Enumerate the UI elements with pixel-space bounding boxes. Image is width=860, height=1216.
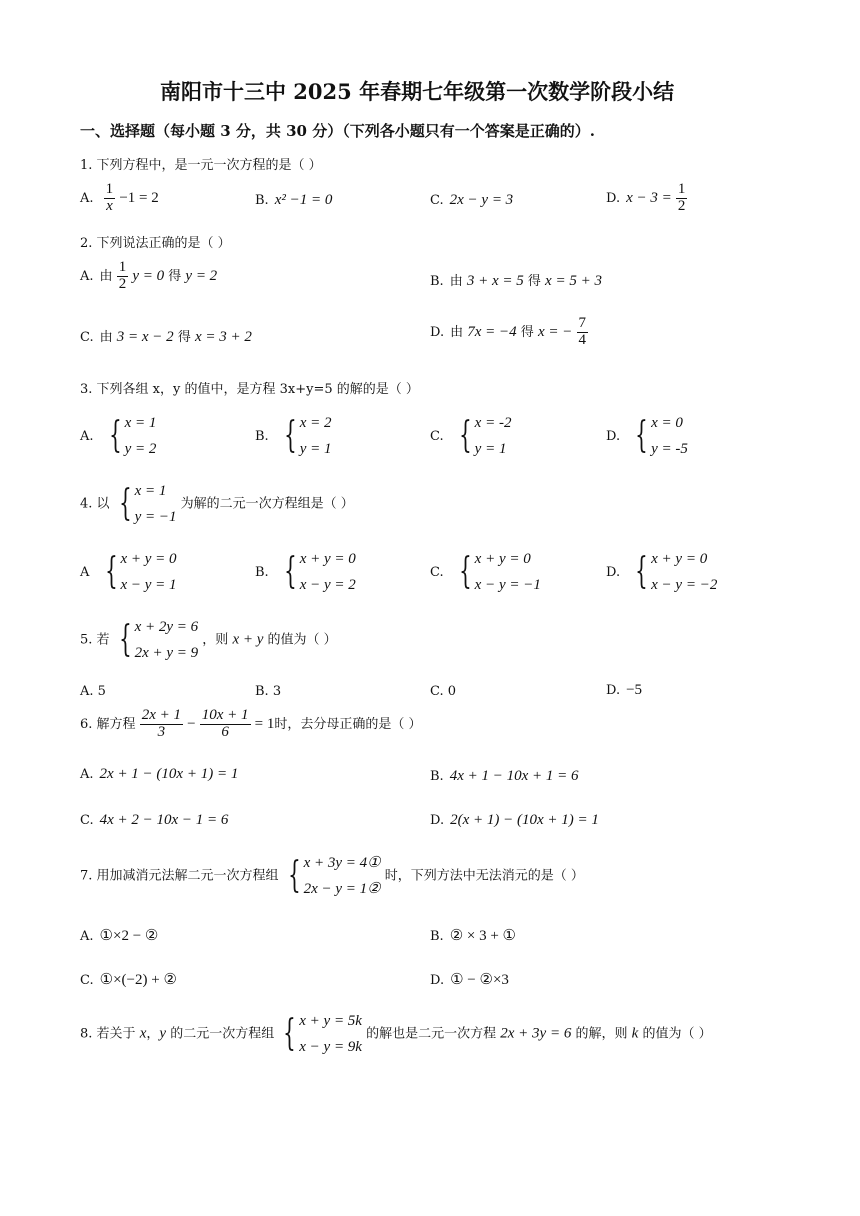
q3-option-a[interactable]: A. { x = 1 y = 2 (80, 410, 156, 462)
question-4-stem: 4. 以 { x = 1 y = −1 为解的二元一次方程组是（ ） (80, 478, 354, 530)
q6-option-c[interactable]: C. 4x + 2 − 10x − 1 = 6 (80, 812, 229, 828)
q1-option-a[interactable] (80, 182, 159, 215)
q7-system: { x + 3y = 4① 2x − y = 1② (287, 855, 381, 897)
q4-option-d[interactable]: D. { x + y = 0 x − y = −2 (606, 546, 717, 598)
q7-option-c[interactable]: C. ①×(−2) + ② (80, 972, 177, 988)
q6-fraction-1: $\frac{2x + 1}{3}$ (141, 707, 181, 740)
q5-option-d[interactable]: D. −5 (606, 682, 643, 698)
q5-option-a[interactable]: A. 5 (80, 684, 106, 699)
question-7-stem: 7. 用加减消元法解二元一次方程组 { x + 3y = 4① 2x − y = 1② 时，下列方法中无法消元的是（ ） (80, 850, 584, 902)
page-title: 南阳市十三中 2025 年春期七年级第一次数学阶段小结 (160, 79, 675, 104)
q2-option-d[interactable]: D. 由 7x = −4 得 x = − $\frac{7}{4}$ (430, 315, 586, 348)
q3-option-d[interactable]: D. { x = 0 y = -5 (606, 410, 688, 462)
question-6-stem: 6. 解方程 $\frac{2x + 1}{3}$ − $\frac{10x + 1}{6}$ = 1时，去分母正确的是（ ） (80, 707, 422, 740)
q1-d-fraction: $\frac{1}{2}$ (677, 181, 686, 214)
question-5-stem: 5. 若 { x + 2y = 6 2x + y = 9 ，则 x + y 的值为（ ） (80, 614, 337, 666)
q4-option-b[interactable]: B. { x + y = 0 x − y = 2 (255, 546, 356, 598)
question-8-stem: 8. 若关于 x，y 的二元一次方程组 { x + y = 5k x − y = 9k 的解也是二元一次方程 2x + 3y = 6 的解，则 k 的值为（ ） (80, 1008, 712, 1060)
q1-a-label: A. (80, 190, 94, 206)
q1-d-left: x − 3 = (626, 189, 672, 206)
q2-option-c[interactable]: C. 由 3 = x − 2 得 x = 3 + 2 (80, 329, 252, 345)
q4-a-system: { x + y = 0 x − y = 1 (104, 551, 177, 593)
q2-option-b[interactable]: B. 由 3 + x = 5 得 x = 5 + 3 (430, 273, 602, 289)
q5-option-b[interactable]: B. 3 (255, 684, 282, 699)
q7-option-d[interactable]: D. ① − ②×3 (430, 972, 509, 988)
q4-b-system: { x + y = 0 x − y = 2 (283, 551, 356, 593)
q3-option-c[interactable]: C. { x = -2 y = 1 (430, 410, 511, 462)
q3-c-system: { x = -2 y = 1 (458, 415, 512, 457)
q1-a-fraction: $\frac{1}{x}$ (105, 181, 114, 214)
q4-option-c[interactable]: C. { x + y = 0 x − y = −1 (430, 546, 541, 598)
q1-option-b[interactable]: B. x² −1 = 0 (255, 192, 333, 208)
q1-c-expr: 2x − y = 3 (449, 192, 514, 208)
q1-a-rest: −1 = 2 (119, 189, 159, 206)
question-2-stem: 2. 下列说法正确的是（ ） (80, 236, 231, 251)
q4-option-a[interactable]: A { x + y = 0 x − y = 1 (80, 546, 177, 598)
q8-system: { x + y = 5k x − y = 9k (283, 1013, 362, 1055)
question-3-stem: 3. 下列各组 x，y 的值中，是方程 3x+y=5 的解的是（ ） (80, 382, 419, 397)
q2-option-a[interactable]: A. 由 $\frac{1}{2}$ y = 0 得 y = 2 (80, 259, 218, 292)
q3-a-system: { x = 1 y = 2 (108, 415, 157, 457)
q3-d-system: { x = 0 y = -5 (635, 415, 688, 457)
q4-c-system: { x + y = 0 x − y = −1 (458, 551, 541, 593)
q5-system: { x + 2y = 6 2x + y = 9 (118, 619, 199, 661)
q7-option-a[interactable]: A. ①×2 − ② (80, 928, 159, 944)
section-heading: 一、选择题（每小题 3 分，共 30 分）（下列各小题只有一个答案是正确的）. (80, 122, 595, 140)
q6-option-b[interactable]: B. 4x + 1 − 10x + 1 = 6 (430, 768, 579, 784)
q2-a-fraction: $\frac{1}{2}$ (118, 259, 127, 292)
q1-option-c[interactable]: C. 2x − y = 3 (430, 192, 514, 208)
q6-option-a[interactable]: A. 2x + 1 − (10x + 1) = 1 (80, 766, 239, 782)
q6-fraction-2: $\frac{10x + 1}{6}$ (201, 707, 249, 740)
q2-d-fraction: $\frac{7}{4}$ (578, 315, 586, 348)
q5-option-c[interactable]: C. 0 (430, 684, 457, 699)
q4-d-system: { x + y = 0 x − y = −2 (635, 551, 718, 593)
q4-given-system: { x = 1 y = −1 (118, 483, 177, 525)
question-1-stem: 1. 下列方程中，是一元一次方程的是（ ） (80, 158, 322, 173)
q3-option-b[interactable]: B. { x = 2 y = 1 (255, 410, 332, 462)
q1-b-expr: x² −1 = 0 (274, 192, 333, 208)
q6-option-d[interactable]: D. 2(x + 1) − (10x + 1) = 1 (430, 812, 599, 828)
q7-option-b[interactable]: B. ② × 3 + ① (430, 928, 517, 944)
q1-option-d[interactable]: D. x − 3 = $\frac{1}{2}$ (606, 181, 686, 214)
q3-b-system: { x = 2 y = 1 (283, 415, 332, 457)
